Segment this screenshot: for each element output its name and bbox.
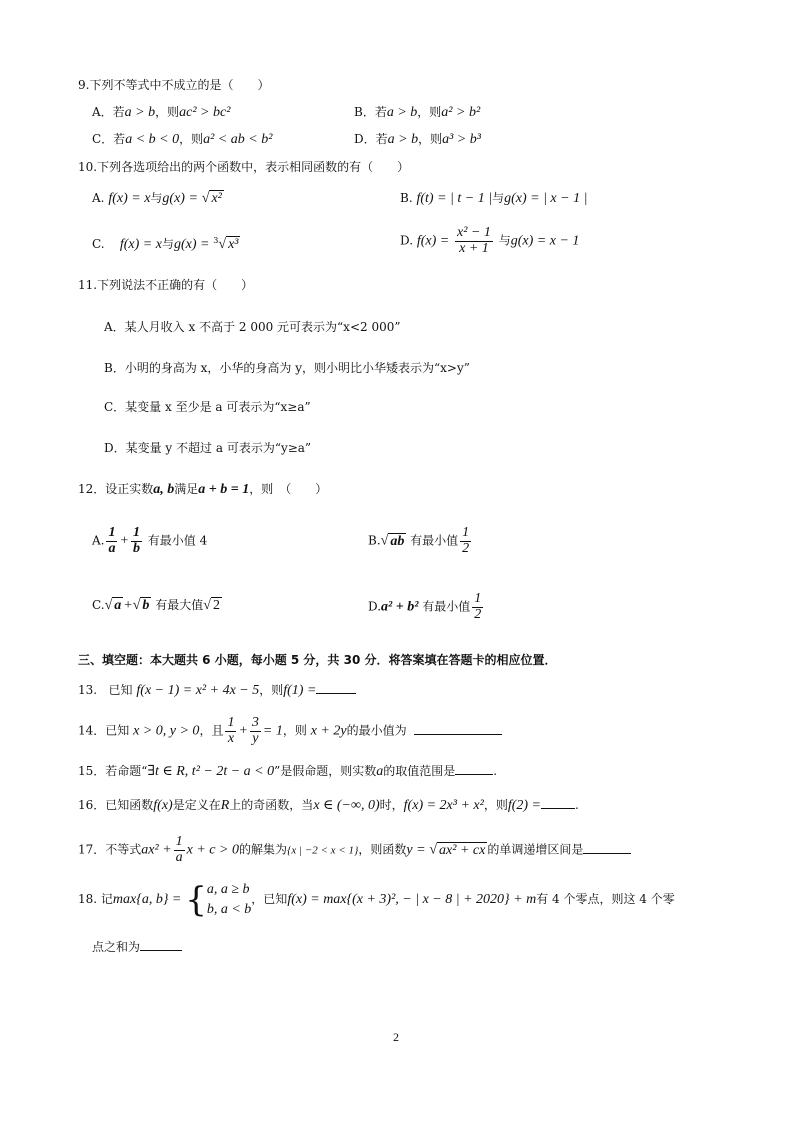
q18 — [78, 880, 675, 919]
page-number: 2 — [393, 1030, 399, 1044]
q12-c-plus: + — [123, 598, 133, 613]
q10-c-label: C. — [92, 237, 105, 251]
q9-b-then: ，则 — [417, 105, 442, 119]
q12-b-radicand: ab — [390, 533, 405, 549]
q18-line2 — [92, 940, 182, 954]
q10-d-denominator: x + 1 — [459, 240, 489, 256]
q11-stem: 11.下列说法不正确的有（ ） — [78, 278, 254, 292]
q9-c-then: ，则 — [179, 132, 204, 146]
q9-stem: 9.下列不等式中不成立的是（ ） — [78, 78, 270, 92]
q10-d-fraction — [455, 226, 493, 256]
q14-plus: + — [238, 723, 248, 739]
q10-stem: 10.下列各选项给出的两个函数中，表示相同函数的有（ ） — [78, 160, 410, 174]
q17-expr2: x + c > 0 — [186, 842, 239, 858]
q17-radicand: ax² + cx — [439, 842, 486, 858]
q12-a-num1: 1 — [108, 525, 116, 540]
q10-d-and: 与 — [498, 233, 511, 248]
q16-f: f(x) — [153, 798, 173, 813]
q13-mid: ，则 — [259, 683, 284, 697]
q17-den: a — [175, 849, 183, 865]
q16-expr: f(x) = 2x³ + x² — [403, 798, 484, 813]
q10-c-and: 与 — [161, 237, 174, 251]
q12-stem-pre: 12．设正实数 — [78, 482, 154, 496]
q9-d-then: ，则 — [418, 132, 443, 146]
q18-mid: ，已知 — [251, 892, 288, 907]
q12-c-radicand1: a — [114, 598, 122, 613]
q16-R: R — [220, 798, 230, 813]
q10-c-f: f(x) = x — [119, 237, 162, 252]
q16-end: . — [575, 798, 579, 812]
q9-option-d — [354, 132, 481, 149]
q13-number: 13. — [78, 683, 98, 697]
q12-b-fraction — [460, 526, 471, 556]
q12-b-num: 1 — [462, 525, 470, 540]
q9-a-then: ，则 — [155, 105, 180, 119]
q12-stem-post: ，则 （ ） — [249, 482, 328, 496]
q17-fraction — [174, 835, 185, 865]
q9-c-label: C．若 — [92, 132, 126, 146]
q14-num2: 3 — [251, 715, 259, 730]
q11-option-c: C．某变量 x 至少是 a 可表示为“x≥a” — [104, 400, 311, 414]
q16-ask: f(2) = — [507, 798, 542, 813]
q9-b-label: B．若 — [354, 105, 387, 119]
q10-b-and: 与 — [492, 191, 505, 205]
q12-a-plus: + — [119, 533, 129, 549]
q12-a-num2: 1 — [132, 525, 140, 540]
q9-a-conc: ac² > bc² — [179, 105, 231, 120]
q10-option-a: A. f(x) = x与g(x) = √ x² — [92, 191, 222, 206]
q13-expr: f(x − 1) = x² + 4x − 5 — [136, 683, 260, 698]
q12-a-frac2 — [131, 526, 142, 556]
q10-a-g: g(x) = — [162, 191, 198, 206]
q14-post: ，则 — [282, 723, 307, 738]
q12-b-text: 有最小值 — [410, 533, 459, 548]
q17-num: 1 — [175, 834, 183, 849]
q9-d-label: D．若 — [354, 132, 388, 146]
q9-d-cond: a > b — [387, 132, 419, 147]
q15 — [78, 764, 497, 781]
q18-cases — [207, 880, 251, 919]
q10-d-g: g(x) = x − 1 — [510, 233, 580, 249]
q13 — [78, 683, 356, 700]
q14-answer-blank[interactable] — [414, 734, 502, 735]
q13-pre: 已知 — [108, 683, 133, 697]
q15-answer-blank[interactable] — [455, 774, 493, 775]
q10-d-numerator: x² − 1 — [457, 225, 491, 240]
q12-option-c: C.√ a +√ b 有最大值√ 2 — [92, 598, 220, 613]
q12-d-text: 有最小值 — [422, 599, 471, 614]
q17-answer-blank[interactable] — [583, 853, 631, 854]
q9-a-cond: a > b — [124, 105, 156, 120]
q14-frac2 — [250, 716, 261, 746]
q10-d-label: D. — [400, 233, 414, 248]
q13-answer-blank[interactable] — [316, 693, 356, 694]
q9-option-b — [354, 105, 480, 122]
q12-c-radicand2: b — [142, 598, 150, 613]
q17-pre: 17．不等式 — [78, 842, 142, 857]
q12-option-d — [368, 592, 485, 622]
q16-mid1: 是定义在 — [172, 798, 221, 812]
q12-c-text: 有最大值 — [155, 598, 204, 612]
q12-a-text: 有最小值 4 — [147, 533, 208, 548]
q14-num1: 1 — [227, 715, 235, 730]
q14-number: 14．已知 — [78, 723, 130, 738]
q12-d-expr: a² + b² — [381, 599, 419, 615]
q10-c-radicand: x³ — [228, 237, 239, 252]
q12-option-a — [92, 526, 207, 556]
q17-mid1: 的解集为 — [238, 842, 287, 857]
q15-mid: ”是假命题，则实数 — [274, 764, 377, 778]
q16-domain: x ∈ (−∞, 0) — [313, 798, 380, 813]
q12-c-radicand3: 2 — [212, 598, 220, 613]
q14-mid: ，且 — [199, 723, 224, 738]
q14-tail: 的最小值为 — [346, 723, 407, 738]
q12-d-fraction — [472, 592, 483, 622]
q14-eq: = 1 — [262, 723, 283, 739]
q18-line2-text: 点之和为 — [92, 940, 141, 954]
q12-a-label: A. — [92, 533, 105, 548]
q12-d-label: D. — [368, 599, 382, 614]
q15-pre: 15．若命题“ — [78, 764, 148, 778]
q10-c-root-index: 3 — [213, 236, 219, 245]
q17: 17．不等式ax² + $\frac{1}{a}$ x + c > 0的解集为{x | −2 < x < 1}，则函数y = √ ax² + cx 的单调递增区间是 — [78, 835, 631, 865]
q9-option-c — [92, 132, 272, 149]
q18-post: 有 4 个零点，则这 4 个零 — [536, 892, 675, 907]
q15-var: a — [376, 764, 384, 779]
q12-b-label: B. — [368, 533, 381, 548]
q15-post: 的取值范围是 — [383, 764, 456, 778]
q14 — [78, 716, 502, 746]
q10-a-and: 与 — [150, 191, 163, 205]
q16-mid4: ，则 — [483, 798, 508, 812]
q14-den1: x — [227, 730, 235, 746]
q11-option-a: A．某人月收入 x 不高于 2 000 元可表示为“x<2 000” — [104, 320, 401, 334]
q17-set: {x | −2 < x < 1} — [286, 844, 359, 857]
q12-stem-vars: a, b — [153, 482, 175, 497]
q18-expr: f(x) = max{(x + 3)², − | x − 8 | + 2020} + m — [287, 892, 537, 908]
q12-a-frac1 — [106, 526, 117, 556]
q12-c-label: C. — [92, 598, 105, 612]
q9-option-a — [92, 105, 230, 122]
q15-expr: ∃t ∈ R, t² − 2t − a < 0 — [147, 764, 275, 779]
q9-b-conc: a² > b² — [441, 105, 481, 120]
q12-a-den1: a — [108, 540, 116, 556]
q10-option-c: C. f(x) = x与g(x) = $^3$√ x³ — [92, 236, 239, 252]
q17-post: 的单调递增区间是 — [487, 842, 584, 857]
q12-b-den: 2 — [462, 540, 470, 556]
q12-d-den: 2 — [474, 606, 482, 622]
q18-case2: b, a < b — [206, 901, 252, 917]
q12-d-num: 1 — [474, 591, 482, 606]
q18-answer-blank[interactable] — [140, 950, 182, 951]
q10-b-g: g(x) = | x − 1 | — [504, 191, 588, 206]
q17-mid2: ，则函数 — [358, 842, 407, 857]
q9-a-label: A．若 — [92, 105, 125, 119]
q10-option-d — [400, 226, 579, 256]
q10-a-f: f(x) = x — [108, 191, 151, 206]
q16-pre: 16．已知函数 — [78, 798, 154, 812]
q9-c-cond: a < b < 0 — [125, 132, 180, 147]
section3-heading: 三、填空题：本大题共 6 小题，每小题 5 分，共 30 分．将答案填在答题卡的相应位置． — [78, 653, 557, 667]
q10-b-f: f(t) = | t − 1 | — [416, 191, 493, 206]
q16 — [78, 798, 579, 815]
q10-option-b — [400, 191, 587, 208]
q17-y: y = — [406, 842, 426, 858]
q10-a-radicand: x² — [211, 191, 222, 206]
q12-stem — [78, 482, 327, 499]
q14-den2: y — [252, 730, 259, 746]
q16-mid3: 时， — [379, 798, 404, 812]
q11-option-b: B．小明的身高为 x，小华的身高为 y，则小明比小华矮表示为“x>y” — [104, 361, 470, 375]
q14-frac1 — [225, 716, 236, 746]
q14-cond: x > 0, y > 0 — [133, 723, 200, 739]
q12-stem-mid: 满足 — [174, 482, 199, 496]
q10-b-label: B. — [400, 191, 413, 205]
q13-ask: f(1) = — [283, 683, 317, 698]
q12-stem-cond: a + b = 1 — [198, 482, 250, 497]
q14-target: x + 2y — [310, 723, 347, 739]
q9-c-conc: a² < ab < b² — [203, 132, 273, 147]
q18-brace: { — [185, 879, 207, 920]
q18-pre: 18. 记 — [78, 892, 113, 907]
q9-d-conc: a³ > b³ — [442, 132, 481, 147]
q10-a-label: A. — [92, 191, 105, 205]
q16-mid2: 上的奇函数，当 — [229, 798, 314, 812]
q12-a-den2: b — [132, 540, 140, 556]
q11-option-d: D．某变量 y 不超过 a 可表示为“y≥a” — [104, 441, 312, 455]
q12-option-b: B.√ ab 有最小值 $\frac{1}{2}$ — [368, 525, 470, 556]
q10-c-g: g(x) = — [173, 237, 210, 252]
q18-max: max{a, b} = — [112, 892, 182, 908]
q15-end: . — [493, 764, 498, 778]
q17-expr1: ax² + — [141, 842, 172, 858]
q18-case1: a, a ≥ b — [206, 882, 250, 897]
q10-d-f: f(x) = — [416, 233, 450, 249]
q16-answer-blank[interactable] — [541, 808, 575, 809]
q9-b-cond: a > b — [386, 105, 418, 120]
